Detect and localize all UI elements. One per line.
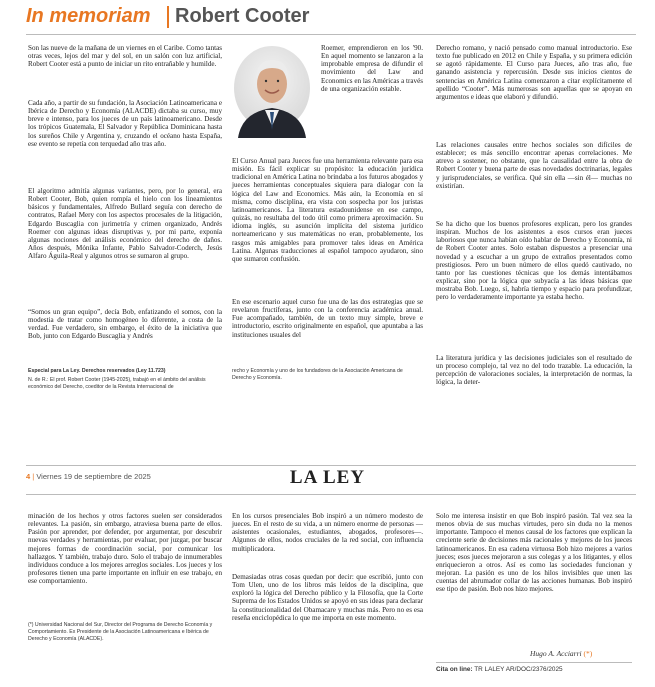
top-col1-p1: Son las nueve de la mañana de un viernes en el Caribe. Como tantas otras veces, lejos del mar y del sol, en un salón con luz artificial, Robert Cooter está a punto de iniciar un rito entrañable y humilde. <box>28 44 222 69</box>
top-col3-p3: Se ha dicho que los buenos profesores explican, pero los grandes inspiran. Muchos de los asistentes a esos cursos eran jueces laboriosos que nunca habían oído hablar de Derecho y Economía, ni de Robert Cooter antes. Solo estaban dispuestos a presenciar una novedad y a escuchar a un grupo de extraños presentados como prestigiosos. Pero un buen número de ellos quedó cautivado, no tanto por las cuestiones técnicas que los demás intentábamos explicar, sino por la lógica que subyacía a las ideas básicas que mostraba Bob. Luego, sí, habría tiempo y espacio para profundizar, pero lo verdaderamente importante ya estaba hecho. <box>436 220 632 302</box>
top-col3-p1: Derecho romano, y nació pensado como manual introductorio. Ese texto fue publicado en 2012 en Chile y España, y su primera edición se agotó rápidamente. El Curso para Jueces, año tras año, fue ganando asistencia y repercusión. Desde sus inicios cientos de sentencias en América Latina comenzaron a citar explícitamente el apellido “Cooter”. Más numerosas son aquellas que se apoyan en argumentos e ideas que elaboró y difundió. <box>436 44 632 101</box>
editor-note: N. de R.: El prof. Robert Cooter (1945-2025), trabajó en el ámbito del análisis económico del Derecho, coeditor de la Revista Internacional de <box>28 377 206 390</box>
subject-name: Robert Cooter <box>175 5 310 27</box>
cita-rule <box>436 662 632 663</box>
top-col2-p2: En ese escenario aquel curso fue una de las dos estrategias que se revelaron fructíferas, junto con la conferencia académica anual. Fue acompañado, también, de un texto muy simple, breve e introductorio, escrito originalmente en español, que apuntaba a las instituciones usuales del <box>232 298 423 339</box>
page-number: 4 <box>26 472 31 481</box>
bottom-col3-p1: Solo me interesa insistir en que Bob inspiró pasión. Tal vez sea la menos obvia de sus muchas virtudes, pero sin duda no la menos importante. Tampoco el menos causal de los factores que explican la creciente serie de decisiones más racionales y mejores de los jueces latinoamericanos. En esa cadena virtuosa Bob hizo mejores a varios jueces; esos jueces mejoraron a sus colegas y a los litigantes, y ellos enriquecieron a otros. Así es como las sociedades funcionan y mejoran. La pasión es uno de los hilos invisibles que unen las cuentas del abrumador collar de las acciones humanas. Bob inspiró ese tipo de pasión. Bob nos hizo mejores. <box>436 512 632 594</box>
bottom-col2-p1: En los cursos presenciales Bob inspiró a un número modesto de jueces. En el resto de su vida, a un número enorme de personas —asistentes ocasionales, estudiantes, abogados, profesores—. Algunos de ellos, nodos cruciales de la red social, con influencia multiplicadora. <box>232 512 423 553</box>
page-footer: 4 | Viernes 19 de septiembre de 2025 <box>26 472 151 481</box>
issue-date: Viernes 19 de septiembre de 2025 <box>36 472 151 481</box>
masthead: LA LEY <box>289 467 366 488</box>
top-col3-p2: Las relaciones causales entre hechos sociales son difíciles de establecer; es más sencillo encontrar apenas correlaciones. Me atrevo a sostener, no obstante, que la causalidad entre la obra de Robert Cooter y buena parte de esas novedades doctrinarias, legales y jurisprudenciales, se verifica. Qué sin ella —sin él— muchas no existirían. <box>436 141 632 190</box>
cita-reference: TR LALEY AR/DOC/2376/2025 <box>474 666 563 673</box>
header-divider <box>167 6 169 28</box>
section-title: In memoriam <box>26 5 151 27</box>
author-footnote-mark: (*) <box>583 649 593 658</box>
top-col2-p1: El Curso Anual para Jueces fue una herramienta relevante para esa misión. Es fácil explicar su propósito: la educación jurídica tradicional en América Latina no brindaba a los futuros abogados y jueces herramientas conceptuales siquiera para dialogar con la lógica del Law and Economics. Más aún, la Economía en sí misma, como disciplina, era vista con sospecha por los juristas latinoamericanos. La literatura estadounidense en ese campo, quizás, no resultaba del todo útil como primera aproximación. Su idioma inglés, su asunción implícita del sistema jurídico norteamericano y sus matemáticas no eran, probablemente, los rasgos más amigables para promover tales ideas en América Latina. Algunas traducciones al español tampoco ayudaron, sino que sumaron confusión. <box>232 157 423 263</box>
author-name: Hugo A. Acciarri <box>530 649 582 658</box>
top-col2-lead: Roemer, emprendieron en los '90. En aquel momento se lanzaron a la improbable empresa de difundir el movimiento del Law and Economics en las Américas a través de una organización estable. <box>321 44 423 93</box>
editor-note-continued: recho y Economía y uno de los fundadores de la Asociación Americana de Derecho y Economía. <box>232 368 403 381</box>
author-affiliation-note: (*) Universidad Nacional del Sur, Director del Programa de Derecho Economía y Comportamiento. Ex Presidente de la Asociación Latinoamericana e Ibérica de Derecho y Economía (ALACDE). <box>28 622 213 642</box>
bottom-col2-p2: Demasiadas otras cosas quedan por decir: que escribió, junto con Tom Ulen, uno de los libros más leídos de la disciplina, que exploró la lógica del Derecho público y la Filosofía, que la Corte Suprema de los Estados Unidos se apoyó en sus ideas para declarar la constitucionalidad del Obamacare y muchas más. Pero no es esa reseña enciclopédica lo que me importa en este momento. <box>232 573 423 622</box>
page-rule-bottom <box>26 494 636 495</box>
top-col1-p4: “Somos un gran equipo”, decía Bob, enfatizando el somos, con la modestia de tratar como homogéneo lo diferente, a costa de la verdad. Fue verdadero, sin embargo, el éxito de la iniciativa que Bob, junto con Edgardo Buscaglia y Andrés <box>28 308 222 341</box>
page-rule-top <box>26 465 636 466</box>
header-rule <box>26 34 636 35</box>
bottom-col1-p1: minación de los hechos y otros factores suelen ser considerados relevantes. La pasión, sin embargo, atraviesa buena parte de ellos. Pasión por aprender, por defender, por argumentar, por descubrir nuevas verdades y herramientas, por evaluar, por juzgar, por buscar mejores formas de coordinación social, por comunicar los hallazgos. Y también, trabajo duro. Solo el trabajo de innumerables individuos conduce a los mejores arreglos sociales. Los jueces y los profesores tienen una parte importante en influir en ese trabajo, en ese comportamiento. <box>28 512 222 586</box>
cita-label: Cita on line: <box>436 666 473 673</box>
section-header <box>0 0 655 34</box>
reserved-rights-note: Especial para La Ley. Derechos reservados (Ley 11.723) <box>28 368 166 374</box>
robert-cooter-portrait <box>232 46 312 138</box>
top-col1-p2: Cada año, a partir de su fundación, la Asociación Latinoamericana e Ibérica de Derecho y Economía (ALACDE) dictaba su curso, muy breve e intenso, para los jueces de un país latinoamericano. Desde los trópicos Guatemala, El Salvador y República Dominicana hasta los sureños Chile y Argentina y, cruzando el océano hasta España, ese evento se repetía con terquedad año tras año. <box>28 99 222 148</box>
top-col1-p3: El algoritmo admitía algunas variantes, pero, por lo general, era Robert Cooter, Bob, quien rompía el hielo con los lineamientos básicos y fundamentales, Alfredo Bullard seguía con derecho de contratos, Rafael Mery con los aspectos procesales de la litigación, Edgardo Buscaglia con jurimetría y crimen organizado, Andrés Roemer con algunas ideas disruptivas y, por mi parte, exponía algunas nociones del análisis económico del derecho de daños. Años después, Mónika Infante, Pablo Salvador-Coderch, Jesús Alfaro Águila-Real y algunos otros se sumaron al grupo. <box>28 187 222 261</box>
top-col3-p4: La literatura jurídica y las decisiones judiciales son el resultado de un proceso complejo, tal vez no del todo trazable. La educación, la percepción de valoraciones sociales, la interpretación de normas, la lógica, la deter- <box>436 354 632 387</box>
author-signature <box>530 649 592 658</box>
cita-online <box>436 666 563 673</box>
